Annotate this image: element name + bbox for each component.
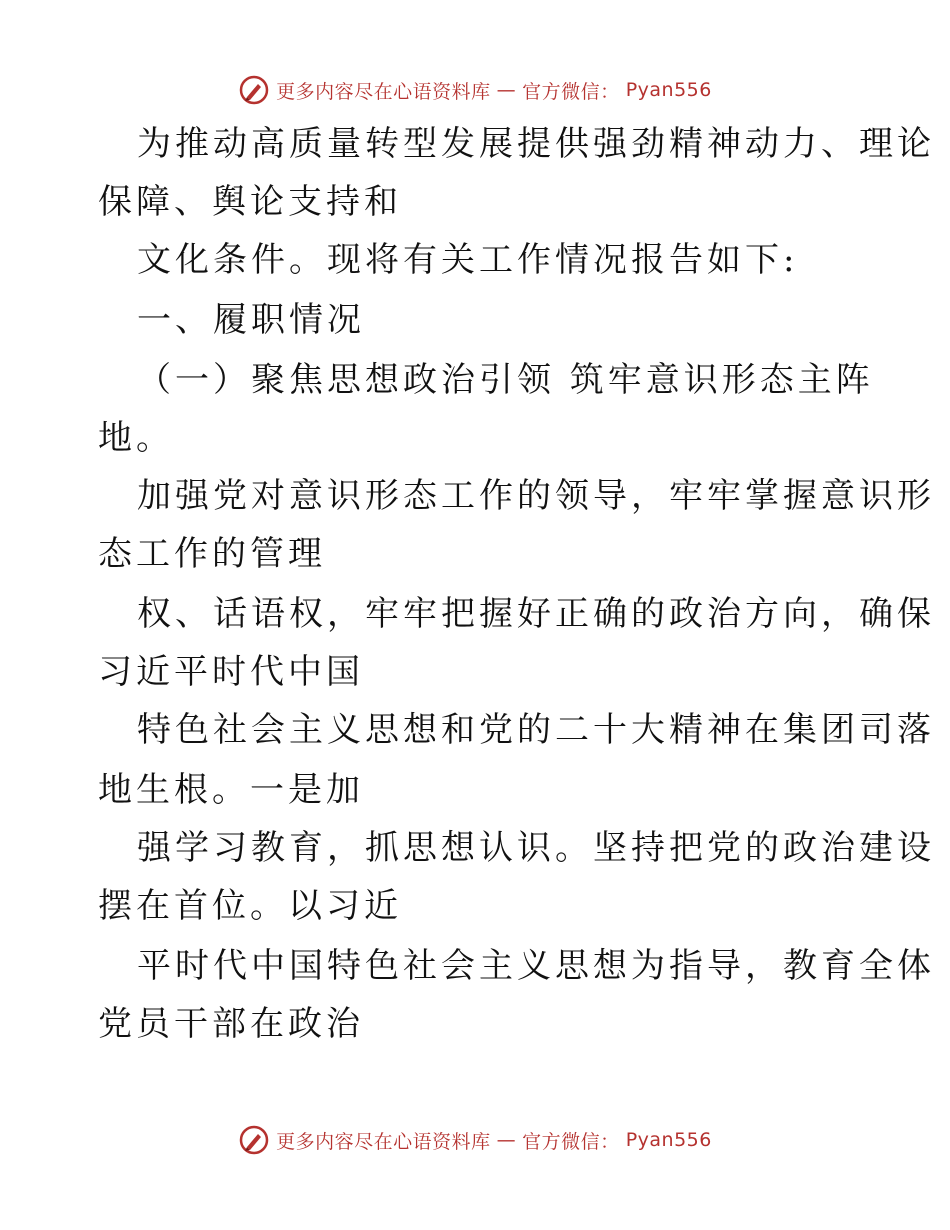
body-line: 平时代中国特色社会主义思想为指导，教育全体 <box>137 946 935 986</box>
body-line: 保障、舆论支持和 <box>98 182 402 222</box>
footer-wechat-id: Pyan556 <box>625 1129 712 1151</box>
body-line: 权、话语权，牢牢把握好正确的政治方向，确保 <box>137 594 935 634</box>
header-separator: — <box>496 79 517 101</box>
body-line: 态工作的管理 <box>98 534 326 574</box>
body-line: 地生根。一是加 <box>98 770 364 810</box>
footer-separator: — <box>496 1129 517 1151</box>
footer-banner <box>0 1124 950 1156</box>
header-wechat-id: Pyan556 <box>625 79 712 101</box>
header-text: 更多内容尽在心语资料库 <box>276 80 491 103</box>
body-line: 为推动高质量转型发展提供强劲精神动力、理论 <box>137 124 935 164</box>
header-wechat-label: 官方微信： <box>522 80 620 103</box>
pen-logo-icon <box>238 1124 270 1156</box>
subsection-heading: （一）聚焦思想政治引领 筑牢意识形态主阵 <box>137 360 874 400</box>
footer-text: 更多内容尽在心语资料库 <box>276 1130 491 1153</box>
body-line: 加强党对意识形态工作的领导，牢牢掌握意识形 <box>137 476 935 516</box>
pen-logo-icon <box>238 74 270 106</box>
body-line: 地。 <box>98 418 174 458</box>
section-heading: 一、履职情况 <box>137 300 365 340</box>
footer-wechat-label: 官方微信： <box>522 1130 620 1153</box>
body-line: 习近平时代中国 <box>98 652 364 692</box>
header-banner <box>0 74 950 106</box>
body-line: 特色社会主义思想和党的二十大精神在集团司落 <box>137 710 935 750</box>
body-line: 摆在首位。以习近 <box>98 886 402 926</box>
body-line: 文化条件。现将有关工作情况报告如下: <box>137 240 799 280</box>
body-line: 党员干部在政治 <box>98 1004 364 1044</box>
body-line: 强学习教育，抓思想认识。坚持把党的政治建设 <box>137 828 935 868</box>
